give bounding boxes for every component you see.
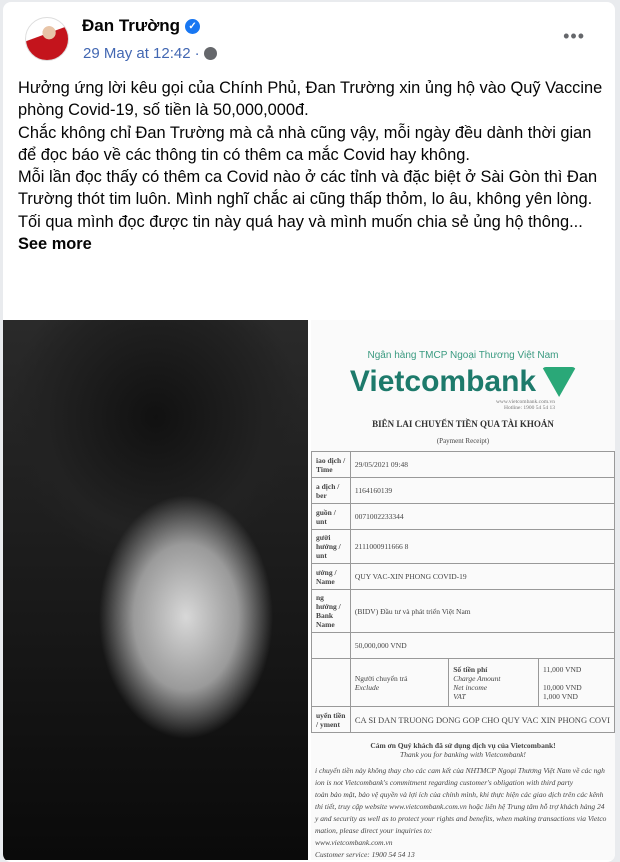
row-label: a dịch / ber — [312, 478, 351, 504]
more-options-button[interactable]: ••• — [563, 26, 585, 46]
row-value: 2111000911666 8 — [350, 530, 614, 564]
verified-badge-icon: ✓ — [185, 19, 200, 34]
fine-line: ion is not Vietcombank's commitment regarding customer's obligation with third party — [315, 778, 574, 787]
fee-payer-en: Exclude — [354, 682, 380, 692]
row-value: 29/05/2021 09:48 — [350, 452, 614, 478]
bank-hotline: Hotline: 1900 54 54 13 — [503, 405, 555, 411]
fine-line: toàn bảo mật, bảo vệ quyền và lợi ích của chính mình, khi thực hiện các giao dịch trên các kênh — [315, 790, 604, 799]
charge-value: 11,000 VND — [543, 664, 582, 674]
see-more-link[interactable]: See more — [18, 235, 92, 254]
receipt-image[interactable] — [311, 320, 615, 860]
table-row — [312, 707, 615, 733]
separator: · — [194, 45, 200, 62]
fine-line: www.vietcombank.com.vn — [315, 838, 393, 847]
net-value: 10,000 VND — [543, 682, 582, 692]
post-card — [3, 2, 615, 862]
row-value: QUY VAC-XIN PHONG COVID-19 — [350, 564, 614, 590]
table-row — [312, 564, 615, 590]
net-label: Net income — [453, 682, 488, 692]
globe-icon — [204, 47, 217, 60]
table-row — [312, 504, 615, 530]
fine-line: thi tiết, truy cập website www.vietcombank.com.vn hoặc liên hệ Trung tâm hỗ trợ khách hàng 24 — [315, 802, 605, 811]
fee-row — [312, 659, 615, 707]
row-value: (BIDV) Đầu tư và phát triển Việt Nam — [350, 590, 614, 633]
author-avatar[interactable] — [25, 17, 69, 61]
post-paragraph: Tối qua mình đọc được tin này quá hay và mình muốn chia sẻ ủng hộ thông... — [18, 212, 583, 231]
table-row — [312, 633, 615, 659]
row-value: 50,000,000 VND — [350, 633, 614, 659]
author-name[interactable]: Đan Trường — [82, 16, 181, 35]
row-value: 1164160139 — [350, 478, 614, 504]
table-row — [312, 530, 615, 564]
bank-website: www.vietcombank.com.vn — [495, 399, 555, 405]
vat-label: VAT — [453, 691, 466, 701]
charge-label-en: Charge Amount — [453, 673, 501, 683]
vat-value: 1,000 VND — [543, 691, 578, 701]
fine-line: i chuyển tiền này không thay cho các cam kết của NHTMCP Ngoại Thương Việt Nam về các ngh — [315, 766, 605, 775]
post-paragraph: Chắc không chỉ Đan Trường mà cả nhà cũng vậy, mỗi ngày đều dành thời gian để đọc báo về các thông tin có thêm ca mắc Covid hay không. — [18, 123, 592, 164]
fee-payer: Người chuyển trả — [354, 673, 408, 683]
table-row — [312, 452, 615, 478]
thanks-text — [311, 741, 615, 759]
fine-line: mation, please direct your inquiries to: — [315, 826, 433, 835]
portrait-photo[interactable] — [3, 320, 308, 860]
table-row — [312, 478, 615, 504]
transfer-content: CA SI DAN TRUONG DONG GOP CHO QUY VAC XIN PHONG COVI — [350, 707, 614, 733]
row-label: gười hưởng / unt — [312, 530, 351, 564]
row-label: uyển tiền / yment — [312, 707, 351, 733]
bank-name: Vietcombank — [349, 365, 537, 398]
row-label: guồn / unt — [312, 504, 351, 530]
post-media — [3, 320, 615, 860]
bank-logo — [311, 365, 615, 399]
post-paragraph: Hưởng ứng lời kêu gọi của Chính Phủ, Đan Trường xin ủng hộ vào Quỹ Vaccine phòng Covid-19, số tiền là 50,000,000đ. — [18, 79, 603, 120]
row-label: iao dịch / Time — [312, 452, 351, 478]
table-row — [312, 590, 615, 633]
thanks-en: Thank you for banking with Vietcombank! — [400, 750, 526, 759]
row-label — [312, 633, 351, 659]
receipt-table — [311, 451, 615, 733]
bank-subtitle: Ngân hàng TMCP Ngoại Thương Việt Nam — [367, 350, 559, 361]
post-paragraph: Mỗi lần đọc thấy có thêm ca Covid nào ở các tỉnh và đặc biệt ở Sài Gòn thì Đan Trường thót tim luôn. Mình nghĩ chắc ai cũng thấp thỏm, lo âu, không yên lòng. — [18, 168, 598, 209]
post-timestamp[interactable]: 29 May at 12:42 — [83, 45, 191, 62]
fine-line: Customer service: 1900 54 54 13 — [315, 850, 415, 859]
bank-logo-icon — [542, 367, 576, 397]
fine-line: y and security as well as to protect your rights and benefits, when making transactions via Vietco — [315, 814, 607, 823]
row-label: ng hưởng / Bank Name — [312, 590, 351, 633]
charge-label: Số tiền phí — [453, 664, 488, 674]
fine-print — [311, 759, 615, 860]
receipt-subtitle: (Payment Receipt) — [436, 437, 490, 445]
row-value: 0071002233344 — [350, 504, 614, 530]
receipt-title: BIÊN LAI CHUYỂN TIỀN QUA TÀI KHOẢN — [372, 419, 554, 429]
row-label: ưởng / Name — [312, 564, 351, 590]
thanks-vn: Cảm ơn Quý khách đã sử dụng dịch vụ của Vietcombank! — [370, 741, 556, 750]
post-text — [18, 77, 608, 255]
